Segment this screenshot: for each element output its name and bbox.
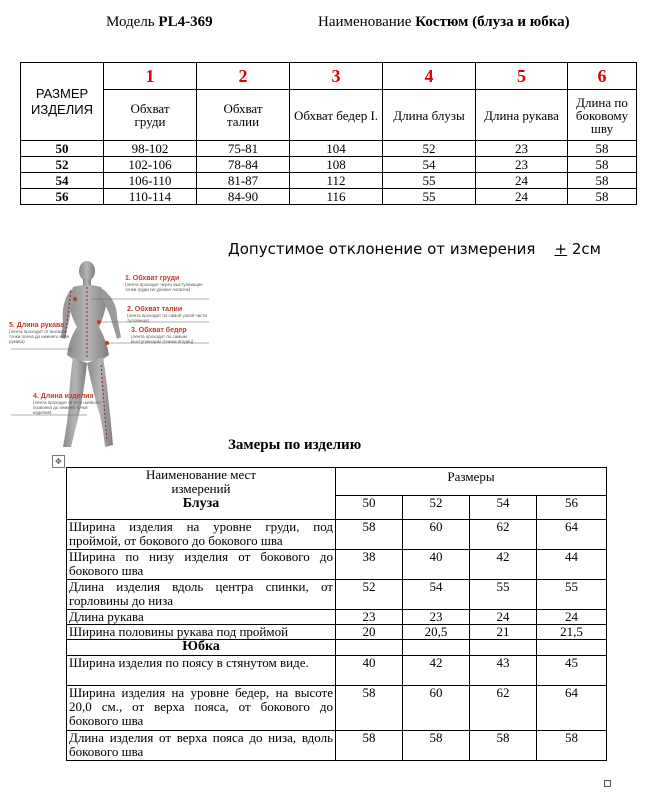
- measurement-label: Длина изделия вдоль центра спинки, от горловины до низа: [67, 580, 336, 610]
- annotation-length: 4. Длина изделия (лента проходит от 8-го шейного позвонка до нижней точки изделия): [33, 393, 101, 415]
- empty-cell: [537, 640, 607, 656]
- measurement-value: 45: [537, 656, 607, 686]
- annotation-sleeve: 5. Длина рукава (лента проходит от высшей точки плеча до нижнего края рукава): [9, 322, 70, 344]
- section-blouse-heading: Блуза: [182, 496, 220, 511]
- annotation-waist: 2. Обхват талии (лента проходит по самой узкой части туловища): [127, 306, 207, 323]
- measurement-value: 58: [470, 731, 537, 761]
- measurement-value: 60: [403, 520, 470, 550]
- measurement-value: 24: [537, 610, 607, 625]
- measurement-value: 20,5: [403, 625, 470, 640]
- table-cell: 55: [383, 173, 476, 189]
- measurement-value: 21,5: [537, 625, 607, 640]
- table-cell: 75-81: [197, 141, 290, 157]
- product-name-line: [318, 14, 570, 31]
- measurement-value: 24: [470, 610, 537, 625]
- size-col-header: 50: [336, 496, 403, 520]
- col-header: Обхват талии: [197, 90, 290, 141]
- measurement-value: 64: [537, 686, 607, 731]
- measurement-label: Ширина изделия на уровне груди, под проймой, от бокового до бокового шва: [67, 520, 336, 550]
- table-cell: 98-102: [104, 141, 197, 157]
- measurements-table: [66, 467, 607, 761]
- measurement-value: 58: [403, 731, 470, 761]
- tolerance-plusminus: +: [554, 240, 568, 258]
- table-cell: 58: [568, 141, 637, 157]
- measurement-value: 44: [537, 550, 607, 580]
- size-col-header: 52: [403, 496, 470, 520]
- table-cell: 23: [476, 141, 568, 157]
- measurement-value: 23: [403, 610, 470, 625]
- measurement-value: 42: [470, 550, 537, 580]
- model-value: PL4-369: [158, 14, 213, 30]
- move-handle-icon[interactable]: ✥: [52, 455, 65, 468]
- measurement-value: 58: [336, 686, 403, 731]
- size-cell: 50: [21, 141, 104, 157]
- table-cell: 55: [383, 189, 476, 205]
- size-col-header: 56: [537, 496, 607, 520]
- measurement-figure: [3, 255, 223, 455]
- col-header: Обхват груди: [104, 90, 197, 141]
- table-cell: 24: [476, 173, 568, 189]
- col-number: 2: [197, 63, 290, 90]
- measurement-value: 52: [336, 580, 403, 610]
- table-cell: 102-106: [104, 157, 197, 173]
- col-header: Длина блузы: [383, 90, 476, 141]
- tolerance-text: Допустимое отклонение от измерения: [228, 240, 536, 258]
- col-header: Длина по боковому шву: [568, 90, 637, 141]
- size-cell: 54: [21, 173, 104, 189]
- measurement-value: 40: [336, 656, 403, 686]
- measurement-value: 42: [403, 656, 470, 686]
- table-cell: 58: [568, 173, 637, 189]
- size-table: [20, 62, 637, 205]
- empty-cell: [336, 640, 403, 656]
- measurement-value: 55: [537, 580, 607, 610]
- table-cell: 116: [290, 189, 383, 205]
- measurement-name-header: Наименование мест измерений Блуза: [67, 468, 336, 520]
- col-header: Обхват бедер I.: [290, 90, 383, 141]
- measurement-value: 38: [336, 550, 403, 580]
- table-cell: 78-84: [197, 157, 290, 173]
- measurement-label: Ширина изделия на уровне бедер, на высоте 20,0 см., от верха пояса, от бокового до бокового шва: [67, 686, 336, 731]
- table-cell: 23: [476, 157, 568, 173]
- table-cell: 81-87: [197, 173, 290, 189]
- model-line: [106, 14, 213, 31]
- measurement-value: 55: [470, 580, 537, 610]
- table-cell: 108: [290, 157, 383, 173]
- col-number: 1: [104, 63, 197, 90]
- table-cell: 112: [290, 173, 383, 189]
- tolerance-note: [228, 240, 601, 258]
- measurement-value: 64: [537, 520, 607, 550]
- table-cell: 110-114: [104, 189, 197, 205]
- measurement-value: 58: [537, 731, 607, 761]
- name-value: Костюм (блуза и юбка): [415, 14, 570, 30]
- size-cell: 52: [21, 157, 104, 173]
- measurement-label: Ширина половины рукава под проймой: [67, 625, 336, 640]
- col-number: 4: [383, 63, 476, 90]
- measurement-value: 58: [336, 731, 403, 761]
- resize-handle[interactable]: [604, 780, 611, 787]
- col-number: 6: [568, 63, 637, 90]
- measurement-value: 62: [470, 520, 537, 550]
- table-cell: 24: [476, 189, 568, 205]
- size-cell: 56: [21, 189, 104, 205]
- col-number: 5: [476, 63, 568, 90]
- measurement-value: 60: [403, 686, 470, 731]
- model-label: Модель: [106, 14, 159, 30]
- sizes-header: Размеры: [336, 468, 607, 496]
- size-col-header: 54: [470, 496, 537, 520]
- measurement-value: 21: [470, 625, 537, 640]
- annotation-hips: 3. Обхват бедер (лента проходит по самым выступающим точкам ягодиц): [131, 327, 194, 344]
- table-cell: 54: [383, 157, 476, 173]
- col-number: 3: [290, 63, 383, 90]
- annotation-chest: 1. Обхват груди (лента проходит через выступающие точки груди на уровне лопаток): [125, 275, 203, 292]
- measurement-label: Длина рукава: [67, 610, 336, 625]
- measurement-value: 43: [470, 656, 537, 686]
- measurement-label: Ширина изделия по поясу в стянутом виде.: [67, 656, 336, 686]
- table-cell: 106-110: [104, 173, 197, 189]
- table-cell: 58: [568, 189, 637, 205]
- measurements-title: Замеры по изделию: [228, 437, 362, 453]
- tolerance-value: 2см: [567, 240, 601, 258]
- measurement-value: 62: [470, 686, 537, 731]
- name-label: Наименование: [318, 14, 416, 30]
- empty-cell: [470, 640, 537, 656]
- measurement-label: Длина изделия от верха пояса до низа, вдоль бокового шва: [67, 731, 336, 761]
- table-cell: 104: [290, 141, 383, 157]
- section-skirt-heading: Юбка: [67, 640, 336, 656]
- measurement-value: 58: [336, 520, 403, 550]
- table-cell: 58: [568, 157, 637, 173]
- measurement-value: 20: [336, 625, 403, 640]
- measurement-value: 40: [403, 550, 470, 580]
- size-corner-label: РАЗМЕР ИЗДЕЛИЯ: [21, 63, 104, 141]
- measurement-value: 54: [403, 580, 470, 610]
- measurement-value: 23: [336, 610, 403, 625]
- measurement-label: Ширина по низу изделия от бокового до бокового шва: [67, 550, 336, 580]
- table-cell: 52: [383, 141, 476, 157]
- empty-cell: [403, 640, 470, 656]
- col-header: Длина рукава: [476, 90, 568, 141]
- table-cell: 84-90: [197, 189, 290, 205]
